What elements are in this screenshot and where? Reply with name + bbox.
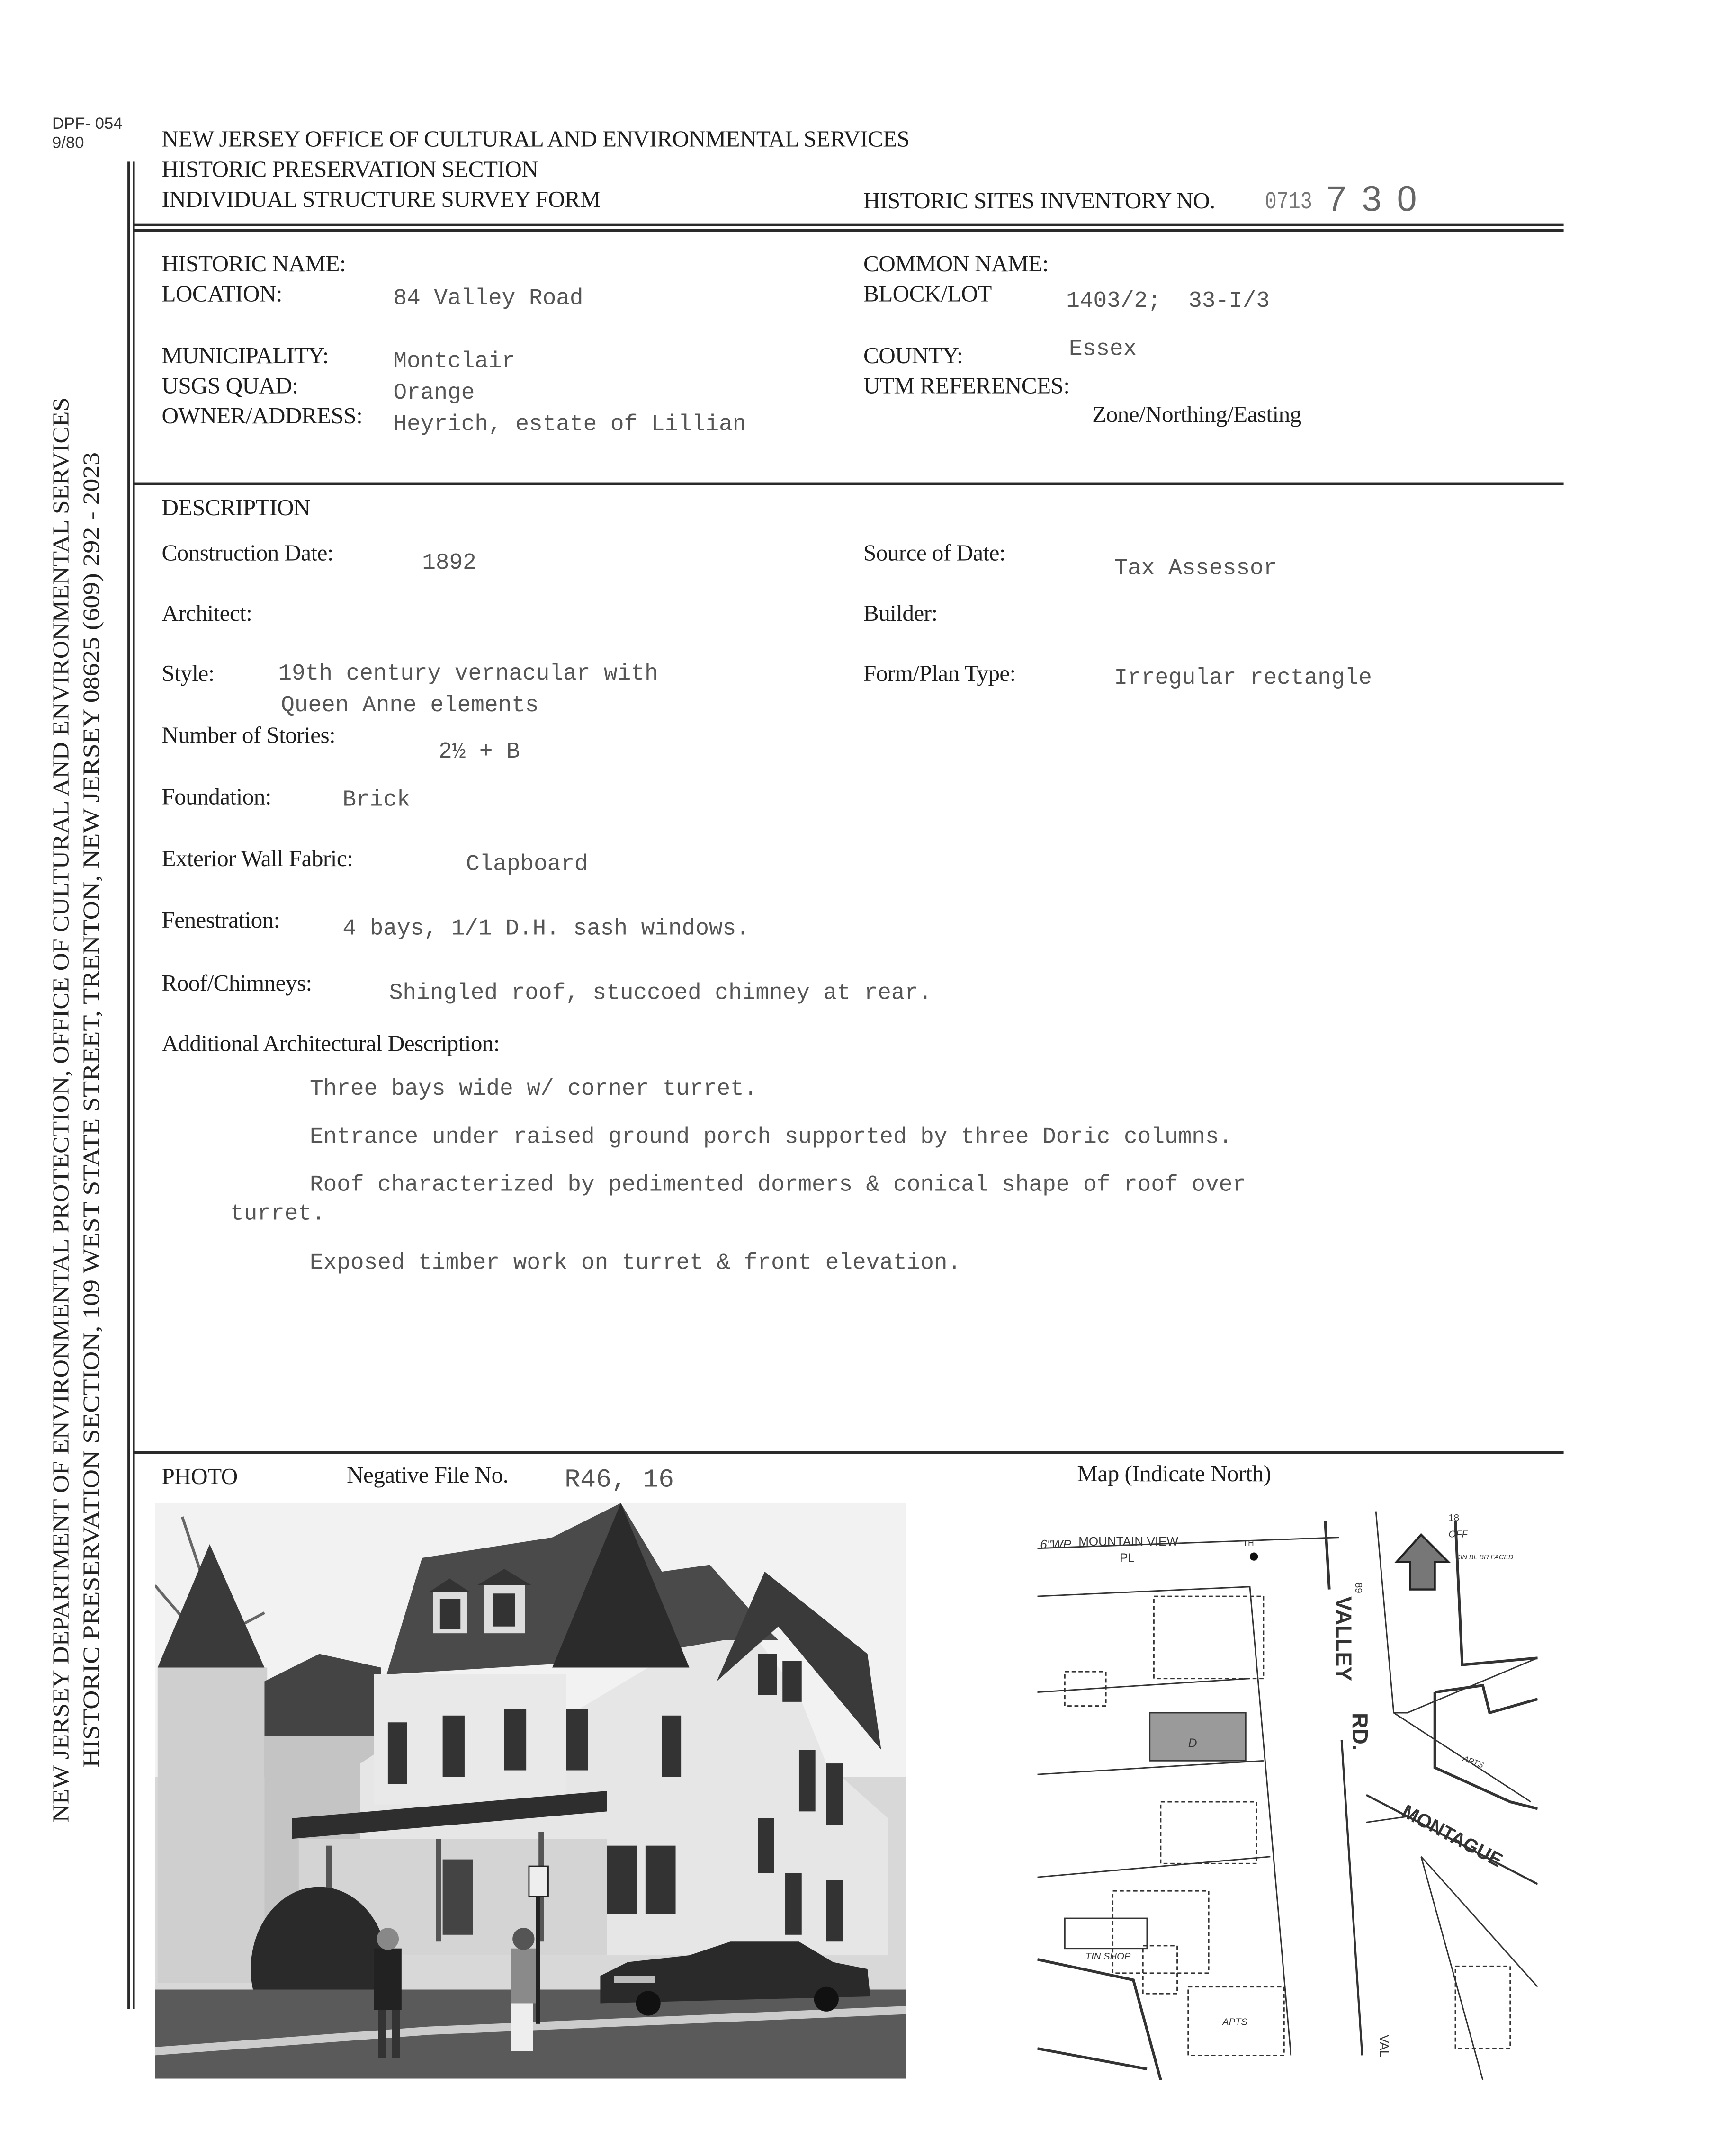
person [511, 1949, 536, 2004]
left-rule [127, 161, 129, 2009]
historic-name-label: HISTORIC NAME: [161, 250, 346, 277]
style-label: Style: [161, 660, 215, 687]
utm-subheading: Zone/Northing/Easting [1092, 401, 1301, 428]
fenestration-label: Fenestration: [161, 907, 280, 933]
negative-file-value: R46, 16 [565, 1465, 674, 1495]
map-lot-89: 89 [1353, 1583, 1363, 1593]
description-heading: DESCRIPTION [161, 494, 310, 521]
form-code: DPF- 054 [52, 114, 123, 133]
construction-date-label: Construction Date: [161, 540, 334, 566]
form-plan-value: Irregular rectangle [1114, 664, 1372, 691]
side-address-text [41, 384, 110, 1836]
window [662, 1716, 682, 1777]
common-name-label: COMMON NAME: [863, 250, 1049, 277]
map-apts: APTS [1222, 2017, 1247, 2028]
location-label: LOCATION: [161, 281, 282, 307]
location-map [1037, 1507, 1537, 2080]
inventory-prefix: 0713 [1265, 189, 1312, 217]
style-value-line1: 19th century vernacular with [278, 660, 658, 687]
additional-paragraph: Three bays wide w/ corner turret. [309, 1075, 758, 1102]
usgs-value: Orange [393, 379, 475, 406]
block-lot-value: 1403/2; 33-I/3 [1066, 287, 1270, 314]
map-th: TH [1243, 1538, 1254, 1548]
map-street-mountain-view: MOUNTAIN VIEW [1078, 1534, 1178, 1548]
wall-fabric-label: Exterior Wall Fabric: [161, 845, 353, 872]
window [566, 1709, 588, 1770]
owner-value: Heyrich, estate of Lillian [393, 411, 746, 438]
person [374, 1949, 402, 2010]
header-double-rule [133, 224, 1564, 226]
roof-chimneys-label: Roof/Chimneys: [161, 970, 312, 996]
source-of-date-label: Source of Date: [863, 540, 1005, 566]
left-rule-inner [133, 161, 135, 2009]
map-apts-2: APTS [1462, 1753, 1485, 1770]
owner-label: OWNER/ADDRESS: [161, 403, 363, 429]
map-street-montague: MONTAGUE [1399, 1800, 1507, 1871]
map-lot-18: 18 [1448, 1512, 1460, 1523]
additional-paragraph: Entrance under raised ground porch supported by three Doric columns. [309, 1123, 1233, 1150]
side-text-address: HISTORIC PRESERVATION SECTION, 109 WEST STATE STREET, TRENTON, NEW JERSEY 08625 (609) 292 - 2023 [78, 606, 104, 1768]
house-photo [155, 1503, 906, 2078]
front-door [443, 1860, 473, 1935]
photo-label: PHOTO [161, 1463, 238, 1490]
map-label: Map (Indicate North) [1077, 1460, 1271, 1487]
inventory-label: HISTORIC SITES INVENTORY NO. [863, 188, 1215, 214]
utm-label: UTM REFERENCES: [863, 373, 1070, 399]
header-section: HISTORIC PRESERVATION SECTION [161, 156, 538, 182]
block-lot-label: BLOCK/LOT [863, 281, 992, 307]
location-value: 84 Valley Road [393, 285, 583, 311]
form-date: 9/80 [52, 133, 84, 152]
section-rule-2 [133, 1451, 1564, 1453]
window [388, 1722, 407, 1784]
source-of-date-value: Tax Assessor [1114, 555, 1277, 581]
architect-label: Architect: [161, 600, 252, 626]
negative-file-label: Negative File No. [347, 1462, 509, 1488]
map-street-rd: RD. [1347, 1713, 1372, 1751]
wall-fabric-value: Clapboard [466, 850, 588, 877]
additional-description-label: Additional Architectural Description: [161, 1030, 500, 1056]
construction-date-value: 1892 [422, 549, 476, 576]
section-rule-1 [133, 483, 1564, 484]
foundation-label: Foundation: [161, 784, 271, 810]
map-water-pipe: 6"WP [1040, 1537, 1071, 1551]
map-label-d: D [1188, 1736, 1197, 1750]
additional-paragraph-continued: turret. [230, 1200, 325, 1226]
map-tin-shop: TIN SHOP [1085, 1951, 1131, 1962]
map-street-pl: PL [1120, 1550, 1135, 1565]
builder-label: Builder: [863, 600, 938, 626]
window [504, 1709, 526, 1770]
inventory-handwritten: 7 3 0 [1327, 178, 1420, 219]
header-form-title: INDIVIDUAL STRUCTURE SURVEY FORM [161, 186, 601, 213]
side-text-department: NEW JERSEY DEPARTMENT OF ENVIRONMENTAL PROTECTION, OFFICE OF CULTURAL AND ENVIRONMENTAL SERVICES [47, 504, 74, 1823]
subject-property-shaded [1150, 1713, 1246, 1761]
additional-paragraph: Exposed timber work on turret & front elevation. [309, 1249, 961, 1276]
municipality-value: Montclair [393, 348, 516, 374]
map-cin-faced: CIN BL BR FACED [1455, 1553, 1514, 1561]
county-value: Essex [1069, 335, 1137, 362]
county-label: COUNTY: [863, 342, 963, 369]
stories-label: Number of Stories: [161, 722, 336, 748]
map-street-val: VAL [1377, 2034, 1391, 2058]
map-off: OFF [1448, 1529, 1468, 1540]
additional-paragraph: Roof characterized by pedimented dormers & conical shape of roof over [309, 1172, 1246, 1198]
fenestration-value: 4 bays, 1/1 D.H. sash windows. [342, 915, 750, 941]
window [443, 1716, 465, 1777]
style-value-line2: Queen Anne elements [281, 692, 539, 718]
header-agency: NEW JERSEY OFFICE OF CULTURAL AND ENVIRONMENTAL SERVICES [161, 126, 910, 152]
roof-chimneys-value: Shingled roof, stuccoed chimney at rear. [389, 979, 932, 1006]
usgs-label: USGS QUAD: [161, 373, 298, 399]
stories-value: 2½ + B [438, 738, 520, 765]
municipality-label: MUNICIPALITY: [161, 342, 329, 369]
foundation-value: Brick [342, 786, 411, 813]
map-street-valley: VALLEY [1331, 1596, 1356, 1682]
form-plan-label: Form/Plan Type: [863, 660, 1016, 687]
header-double-rule-2 [133, 229, 1564, 231]
